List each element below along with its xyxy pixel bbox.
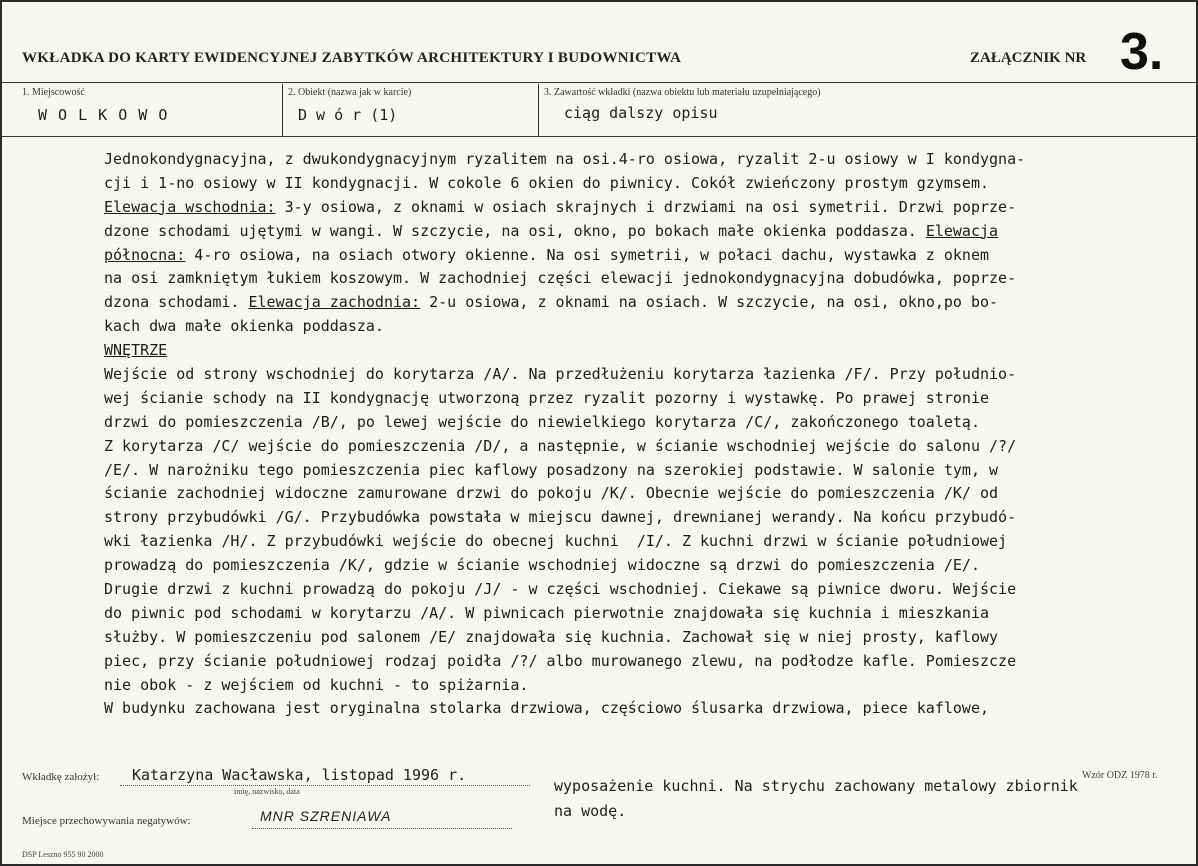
negatives-dotted-line [252, 828, 512, 829]
field-1-label: 1. Miejscowość [22, 87, 85, 98]
field-2-label: 2. Obiekt (nazwa jak w karcie) [288, 87, 412, 98]
continuation-line-2: na wodę. [554, 802, 627, 820]
text-line: do piwnic pod schodami w korytarzu /A/. W piwnicach pierwotnie znajdowała się kuchnia i mieszkania [104, 603, 990, 622]
text-line: piec, przy ścianie południowej rodzaj poidła /?/ albo murowanego zlewu, na podłodze kafle. Pomieszcze [104, 651, 1017, 670]
author-sublabel: imię, nazwisko, data [234, 787, 300, 796]
text-line: strony przybudówki /G/. Przybudówka powstała w miejscu dawnej, drewnianej werandy. Na końcu przybudó- [104, 508, 1017, 527]
heading-interior: WNĘTRZE [104, 341, 168, 360]
text-line: północna: 4-ro osiowa, na osiach otwory okienne. Na osi symetrii, w połaci dachu, wystawka z oknem [104, 245, 990, 264]
heading-east-elevation: Elewacja wschodnia: [104, 197, 276, 216]
form-model: Wzór ODZ 1978 r. [1082, 770, 1158, 781]
text-line: dzona schodami. Elewacja zachodnia: 2-u osiowa, z oknami na osiach. W szczycie, na osi, okno,po bo- [104, 293, 999, 312]
text-line: Jednokondygnacyjna, z dwukondygnacyjnym ryzalitem na osi.4-ro osiowa, ryzalit 2-u osiowy w I kondygna- [104, 150, 1026, 168]
field-divider-2 [538, 84, 539, 136]
text-line: Wejście od strony wschodniej do korytarza /A/. Na przedłużeniu korytarza łazienka /F/. Przy południo- [104, 365, 1017, 384]
text-line: W budynku zachowana jest oryginalna stolarka drzwiowa, częściowo ślusarka drzwiowa, piece kaflowe, [104, 699, 990, 718]
negatives-label: Miejsce przechowywania negatywów: [22, 815, 191, 827]
print-info: DSP Leszno 955 90 2000 [22, 850, 104, 859]
heading-west-elevation: Elewacja zachodnia: [248, 293, 421, 312]
text-line: wki łazienka /H/. Z przybudówki wejście do obecnej kuchni /I/. Z kuchni drzwi w ścianie południowej [104, 532, 1008, 551]
text-line: na osi zamkniętym łukiem koszowym. W zachodniej części elewacji jednokondygnacyjna dobudówka, poprze- [104, 269, 1017, 288]
fields-rule [2, 136, 1196, 137]
field-3-label: 3. Zawartość wkładki (nazwa obiektu lub materiału uzupełniającego) [544, 87, 821, 98]
heading-north-elevation: Elewacja [925, 221, 999, 240]
text-line: dzone schodami ujętymi w wangi. W szczycie, na osi, okno, po bokach małe okienka poddasza. Elewacja [104, 221, 999, 240]
text-line: wej ścianie schody na II kondygnację utworzoną przez ryzalit pozorny i wystawkę. Po prawej stronie [104, 388, 990, 407]
text-line: Drugie drzwi z kuchni prowadzą do pokoju /J/ - w części wschodniej. Ciekawe są piwnice dworu. Wejście [104, 580, 1017, 599]
attachment-number: 3. [1120, 23, 1164, 81]
attachment-label: ZAŁĄCZNIK NR [970, 50, 1087, 66]
description-text [104, 148, 1164, 721]
field-divider-1 [282, 84, 283, 136]
text-line: cji i 1-no osiowy w II kondygnacji. W cokole 6 okien do piwnicy. Cokół zwieńczony prostym gzymsem. [104, 173, 990, 192]
text-line: drzwi do pomieszczenia /B/, po lewej wejście do niewielkiego korytarza /C/, zakończonego toaletą. [104, 412, 980, 431]
text-line: służby. W pomieszczeniu pod salonem /E/ znajdowała się kuchnia. Zachował się w niej prosty, kaflowy [104, 627, 999, 646]
author-dotted-line [120, 785, 530, 786]
field-2-value: D w ó r (1) [298, 106, 398, 124]
field-3-value: ciąg dalszy opisu [564, 104, 718, 122]
author-value: Katarzyna Wacławska, listopad 1996 r. [132, 766, 467, 784]
continuation-line-1: wyposażenie kuchni. Na strychu zachowany metalowy zbiornik [554, 777, 1078, 795]
text-line: Elewacja wschodnia: 3-y osiowa, z oknami w osiach skrajnych i drzwiami na osi symetrii. Drzwi poprze- [104, 197, 1017, 216]
text-line: prowadzą do pomieszczenia /K/, gdzie w ścianie wschodniej widoczne są drzwi do pomieszczenia /E/. [104, 556, 980, 575]
text-line: ścianie zachodniej widoczne zamurowane drzwi do pokoju /K/. Obecnie wejście do pomieszczenia /K/ od [104, 484, 999, 503]
text-line: nie obok - z wejściem od kuchni - to spiżarnia. [104, 675, 529, 694]
card-title: WKŁADKA DO KARTY EWIDENCYJNEJ ZABYTKÓW ARCHITEKTURY I BUDOWNICTWA [22, 50, 682, 66]
text-line: kach dwa małe okienka poddasza. [104, 317, 384, 336]
negatives-value: MNR SZRENIAWA [260, 808, 392, 824]
text-line: /E/. W narożniku tego pomieszczenia piec kaflowy posadzony na szerokiej podstawie. W salonie tym, w [104, 460, 999, 479]
field-1-value: W O L K O W O [38, 106, 169, 124]
text-line: Z korytarza /C/ wejście do pomieszczenia /D/, a następnie, w ścianie wschodniej wejście do salonu /?/ [104, 436, 1017, 455]
author-label: Wkładkę założył: [22, 771, 100, 783]
header-rule [2, 82, 1196, 83]
